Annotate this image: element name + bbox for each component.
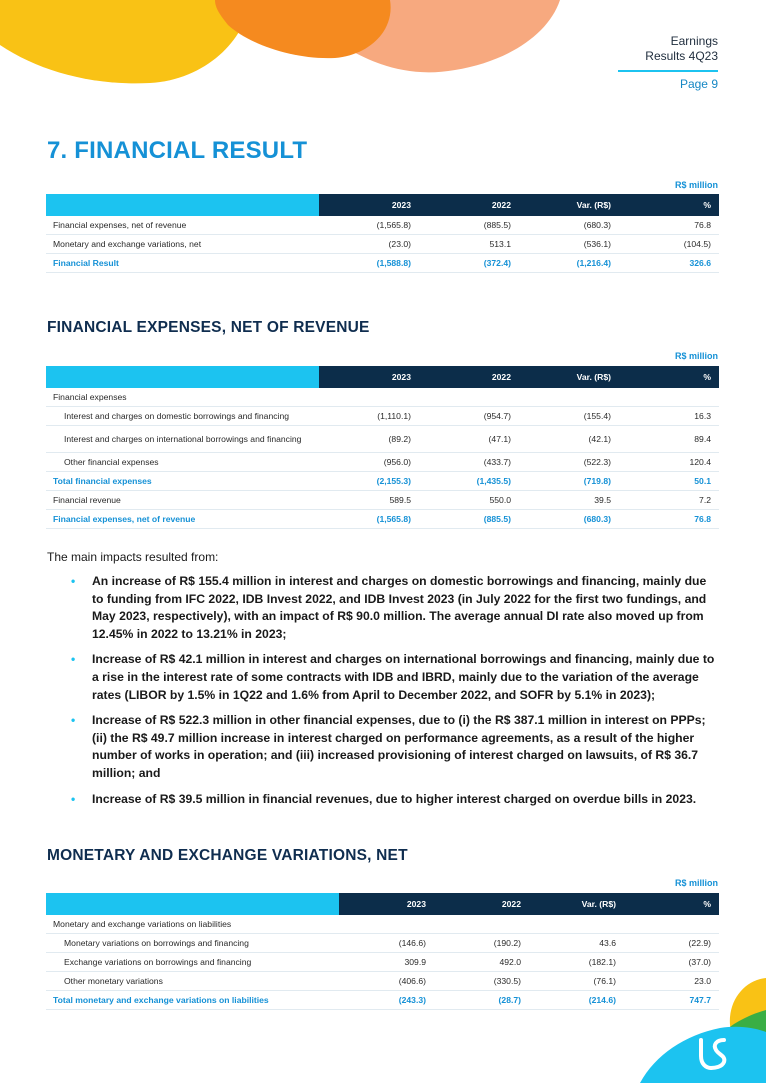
cell-2023: (243.3) xyxy=(339,991,434,1010)
cell-var: (182.1) xyxy=(529,953,624,972)
row-label: Monetary variations on borrowings and financing xyxy=(46,934,339,953)
cell-pct: (22.9) xyxy=(624,934,719,953)
table-total-row xyxy=(46,472,719,491)
cell-var: (536.1) xyxy=(519,235,619,254)
column-header: Var. (R$) xyxy=(519,194,619,216)
cell-pct: 326.6 xyxy=(619,254,719,273)
cell-2022: (28.7) xyxy=(434,991,529,1010)
bullet-icon: • xyxy=(71,713,76,728)
column-header: % xyxy=(624,893,719,915)
cell-var: (76.1) xyxy=(529,972,624,991)
cell-var: 43.6 xyxy=(529,934,624,953)
cell-var: (214.6) xyxy=(529,991,624,1010)
page-number: Page 9 xyxy=(679,77,718,91)
financial-result-table xyxy=(46,194,719,273)
row-label: Interest and charges on domestic borrowings and financing xyxy=(46,407,319,426)
table-total-row xyxy=(46,510,719,529)
cell-var: (522.3) xyxy=(519,453,619,472)
report-title xyxy=(645,34,718,64)
cell-var: 39.5 xyxy=(519,491,619,510)
row-label: Monetary and exchange variations, net xyxy=(46,235,319,254)
cell-pct: 50.1 xyxy=(619,472,719,491)
cell-2022: (954.7) xyxy=(419,407,519,426)
column-header: 2023 xyxy=(319,194,419,216)
row-label: Interest and charges on international borrowings and financing xyxy=(46,426,319,453)
table-row xyxy=(46,453,719,472)
column-header: Var. (R$) xyxy=(529,893,624,915)
cell-2023: (1,565.8) xyxy=(319,510,419,529)
report-title-line1: Earnings xyxy=(670,34,718,48)
impacts-list xyxy=(47,573,719,816)
row-label: Total monetary and exchange variations on liabilities xyxy=(46,991,339,1010)
bullet-icon: • xyxy=(71,791,76,806)
table-row xyxy=(46,972,719,991)
cell-2022: (1,435.5) xyxy=(419,472,519,491)
cell-pct: 76.8 xyxy=(619,510,719,529)
table-row xyxy=(46,426,719,453)
cell-2023: (23.0) xyxy=(319,235,419,254)
unit-label-monetary: R$ million xyxy=(674,878,718,888)
bullet-icon: • xyxy=(71,574,76,588)
table-row xyxy=(46,953,719,972)
cell-2023 xyxy=(339,915,434,934)
monetary-variations-table xyxy=(46,893,719,1010)
cell-var: (155.4) xyxy=(519,407,619,426)
cell-var xyxy=(529,915,624,934)
table-header-row xyxy=(46,366,719,388)
financial-expenses-table xyxy=(46,366,719,529)
cell-pct: 747.7 xyxy=(624,991,719,1010)
row-label: Other monetary variations xyxy=(46,972,339,991)
column-header: 2022 xyxy=(434,893,529,915)
row-label: Monetary and exchange variations on liabilities xyxy=(46,915,339,934)
cell-pct: (37.0) xyxy=(624,953,719,972)
cell-pct: 76.8 xyxy=(619,216,719,235)
column-header: 2022 xyxy=(419,366,519,388)
cell-2023: (146.6) xyxy=(339,934,434,953)
header-divider xyxy=(618,70,718,72)
cell-var: (42.1) xyxy=(519,426,619,453)
table-row xyxy=(46,934,719,953)
list-item xyxy=(47,712,719,782)
column-header: % xyxy=(619,366,719,388)
cell-2022: (190.2) xyxy=(434,934,529,953)
financial-expenses-heading: FINANCIAL EXPENSES, NET OF REVENUE xyxy=(47,319,370,336)
cell-2023: (89.2) xyxy=(319,426,419,453)
row-label: Financial expenses, net of revenue xyxy=(46,510,319,529)
cell-2022 xyxy=(434,915,529,934)
table-total-row xyxy=(46,254,719,273)
cell-var: (680.3) xyxy=(519,510,619,529)
cell-2023: (2,155.3) xyxy=(319,472,419,491)
cell-2023: (956.0) xyxy=(319,453,419,472)
bullet-text: An increase of R$ 155.4 million in interest and charges on domestic borrowings and financing, mainly due to funding from IFC 2022, IDB Invest 2022, and IDB Invest 2023 (in July 2022 for the first two fundings, and May 2023, respectively), with an impact of R$ 90.0 million. The average annual DI rate also moved up from 12.45% in 2022 to 13.21% in 2023; xyxy=(92,574,707,641)
bullet-text: Increase of R$ 522.3 million in other financial expenses, due to (i) the R$ 387.1 million in interest on PPPs; (ii) the R$ 49.7 million increase in interest charged on performance agreements, as a result of the higher number of works in operation; and (iii) increased provisioning of interest charged on lawsuits, of R$ 36.7 million; and xyxy=(92,713,706,780)
cell-pct: 120.4 xyxy=(619,453,719,472)
cell-var xyxy=(519,388,619,407)
cell-2023: (406.6) xyxy=(339,972,434,991)
impacts-intro: The main impacts resulted from: xyxy=(47,550,219,564)
header-blank-cell xyxy=(46,366,319,388)
bullet-text: Increase of R$ 39.5 million in financial revenues, due to higher interest charged on overdue bills in 2023. xyxy=(92,791,697,806)
section-title: 7. FINANCIAL RESULT xyxy=(47,137,308,164)
row-label: Financial expenses, net of revenue xyxy=(46,216,319,235)
cell-pct xyxy=(619,388,719,407)
table-row xyxy=(46,407,719,426)
table-total-row xyxy=(46,991,719,1010)
cell-2022: (47.1) xyxy=(419,426,519,453)
cell-pct: 89.4 xyxy=(619,426,719,453)
column-header: 2023 xyxy=(339,893,434,915)
cell-2022: 513.1 xyxy=(419,235,519,254)
cell-2023: 589.5 xyxy=(319,491,419,510)
list-item xyxy=(47,651,719,704)
bullet-icon: • xyxy=(71,652,76,667)
cell-2023: (1,565.8) xyxy=(319,216,419,235)
cell-2022: (433.7) xyxy=(419,453,519,472)
table-row xyxy=(46,491,719,510)
bullet-text: Increase of R$ 42.1 million in interest and charges on international borrowings and financing, mainly due to a rise in the interest rate of some contracts with IDB and IBRD, mainly due to the variation of the average rates (LIBOR by 1.5% in 1Q22 and 1.6% from April to December 2022, and SOFR by 5.1% in 2023); xyxy=(92,652,715,702)
cell-var: (719.8) xyxy=(519,472,619,491)
cell-2022: (885.5) xyxy=(419,216,519,235)
table-header-row xyxy=(46,194,719,216)
cell-pct: 16.3 xyxy=(619,407,719,426)
column-header: 2022 xyxy=(419,194,519,216)
table-group-row xyxy=(46,915,719,934)
cell-2023: 309.9 xyxy=(339,953,434,972)
column-header: Var. (R$) xyxy=(519,366,619,388)
table-row xyxy=(46,235,719,254)
row-label: Other financial expenses xyxy=(46,453,319,472)
table-header-row xyxy=(46,893,719,915)
cell-pct: 23.0 xyxy=(624,972,719,991)
cell-2022: 492.0 xyxy=(434,953,529,972)
list-item xyxy=(47,791,719,809)
header-blank-cell xyxy=(46,893,339,915)
row-label: Financial revenue xyxy=(46,491,319,510)
cell-2022: (372.4) xyxy=(419,254,519,273)
row-label: Financial expenses xyxy=(46,388,319,407)
list-item xyxy=(47,573,719,643)
cell-2022 xyxy=(419,388,519,407)
table-group-row xyxy=(46,388,719,407)
yellow-shape xyxy=(0,0,250,83)
column-header: % xyxy=(619,194,719,216)
unit-label-financial-expenses: R$ million xyxy=(674,351,718,361)
cell-pct: (104.5) xyxy=(619,235,719,254)
unit-label-financial-result: R$ million xyxy=(674,180,718,190)
cell-2022: (330.5) xyxy=(434,972,529,991)
cell-pct: 7.2 xyxy=(619,491,719,510)
row-label: Exchange variations on borrowings and financing xyxy=(46,953,339,972)
report-title-line2: Results 4Q23 xyxy=(645,49,718,63)
cell-2023 xyxy=(319,388,419,407)
cell-2022: 550.0 xyxy=(419,491,519,510)
cell-2023: (1,588.8) xyxy=(319,254,419,273)
row-label: Financial Result xyxy=(46,254,319,273)
cell-var: (1,216.4) xyxy=(519,254,619,273)
table-row xyxy=(46,216,719,235)
cell-pct xyxy=(624,915,719,934)
row-label: Total financial expenses xyxy=(46,472,319,491)
cell-2022: (885.5) xyxy=(419,510,519,529)
cell-2023: (1,110.1) xyxy=(319,407,419,426)
header-blank-cell xyxy=(46,194,319,216)
column-header: 2023 xyxy=(319,366,419,388)
monetary-variations-heading: MONETARY AND EXCHANGE VARIATIONS, NET xyxy=(47,847,408,864)
cell-var: (680.3) xyxy=(519,216,619,235)
